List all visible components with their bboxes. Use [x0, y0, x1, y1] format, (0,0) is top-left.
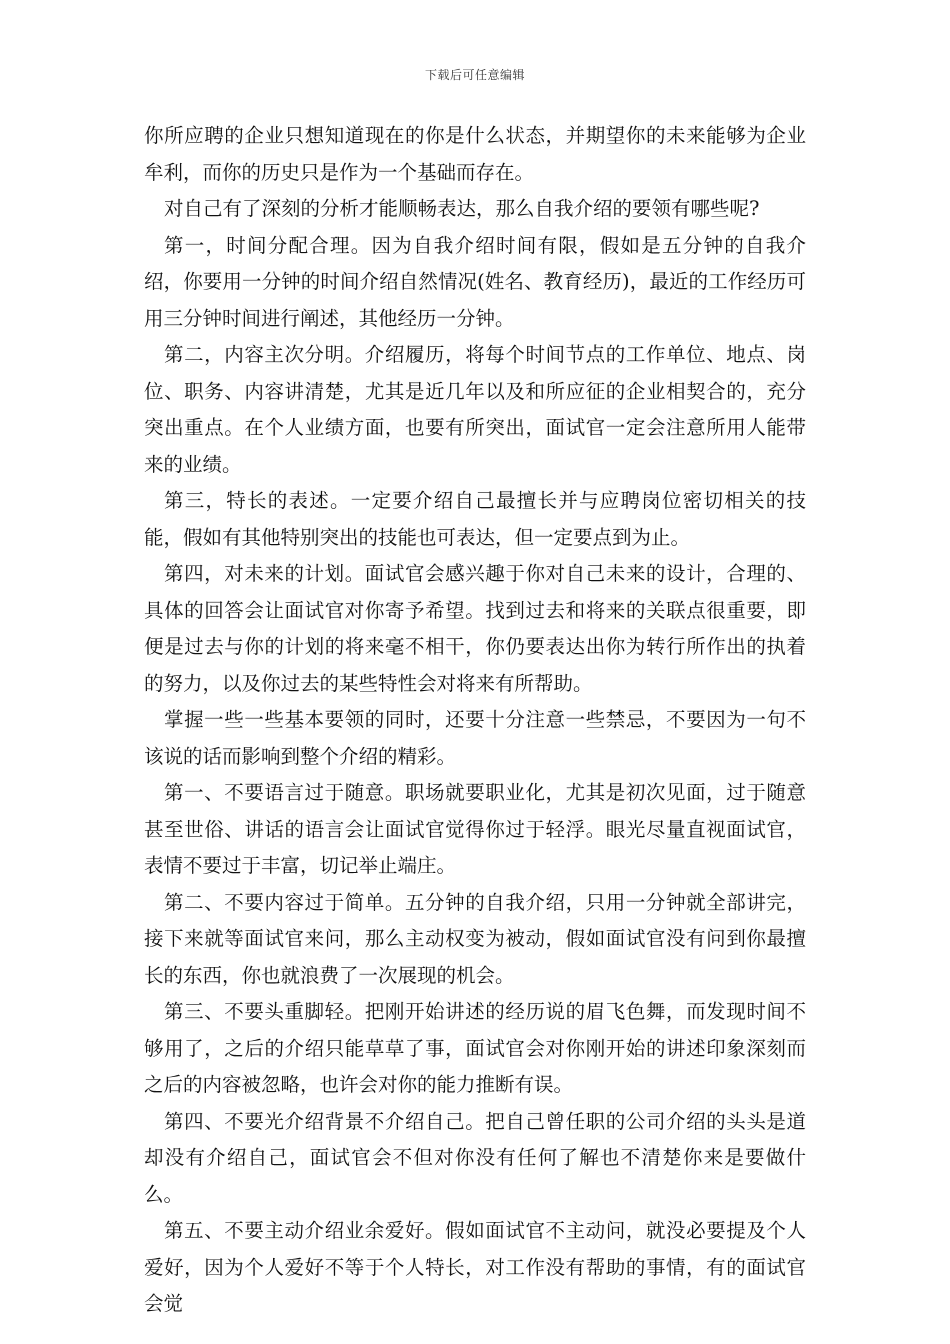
page-header-note: 下载后可任意编辑 — [424, 68, 525, 82]
document-body — [144, 118, 806, 1323]
paragraph-7: 掌握一些一些基本要领的同时，还要十分注意一些禁忌，不要因为一句不该说的话而影响到整个介绍的精彩。 — [144, 708, 806, 768]
paragraph-2: 对自己有了深刻的分析才能顺畅表达，那么自我介绍的要领有哪些呢? — [164, 197, 760, 220]
paragraph-5: 第三，特长的表述。一定要介绍自己最擅长并与应聘岗位密切相关的技能，假如有其他特别突出的技能也可表达，但一定要点到为止。 — [144, 489, 806, 549]
paragraph-1: 你所应聘的企业只想知道现在的你是什么状态，并期望你的未来能够为企业牟利，而你的历史只是作为一个基础而存在。 — [144, 124, 806, 184]
paragraph-12: 第五、不要主动介绍业余爱好。假如面试官不主动问，就没必要提及个人爱好，因为个人爱好不等于个人特长，对工作没有帮助的事情，有的面试官会觉 — [144, 1219, 806, 1315]
paragraph-9: 第二、不要内容过于简单。五分钟的自我介绍，只用一分钟就全部讲完，接下来就等面试官来问，那么主动权变为被动，假如面试官没有问到你最擅长的东西，你也就浪费了一次展现的机会。 — [144, 890, 806, 987]
paragraph-6: 第四，对未来的计划。面试官会感兴趣于你对自己未来的设计，合理的、具体的回答会让面试官对你寄予希望。找到过去和将来的关联点很重要，即便是过去与你的计划的将来毫不相干，你仍要表达出你为转行所作出的执着的努力，以及你过去的某些特性会对将来有所帮助。 — [144, 562, 806, 695]
paragraph-11: 第四、不要光介绍背景不介绍自己。把自己曾任职的公司介绍的头头是道却没有介绍自己，面试官会不但对你没有任何了解也不清楚你来是要做什么。 — [144, 1109, 806, 1206]
paragraph-3: 第一，时间分配合理。因为自我介绍时间有限，假如是五分钟的自我介绍，你要用一分钟的时间介绍自然情况(姓名、教育经历)，最近的工作经历可用三分钟时间进行阐述，其他经历一分钟。 — [144, 233, 806, 330]
paragraph-10: 第三、不要头重脚轻。把刚开始讲述的经历说的眉飞色舞，而发现时间不够用了，之后的介绍只能草草了事，面试官会对你刚开始的讲述印象深刻而之后的内容被忽略，也许会对你的能力推断有误。 — [144, 1000, 806, 1096]
paragraph-8: 第一、不要语言过于随意。职场就要职业化，尤其是初次见面，过于随意甚至世俗、讲话的语言会让面试官觉得你过于轻浮。眼光尽量直视面试官，表情不要过于丰富，切记举止端庄。 — [144, 781, 806, 877]
paragraph-4: 第二，内容主次分明。介绍履历，将每个时间节点的工作单位、地点、岗位、职务、内容讲清楚，尤其是近几年以及和所应征的企业相契合的，充分突出重点。在个人业绩方面，也要有所突出，面试官一定会注意所用人能带来的业绩。 — [144, 343, 806, 476]
